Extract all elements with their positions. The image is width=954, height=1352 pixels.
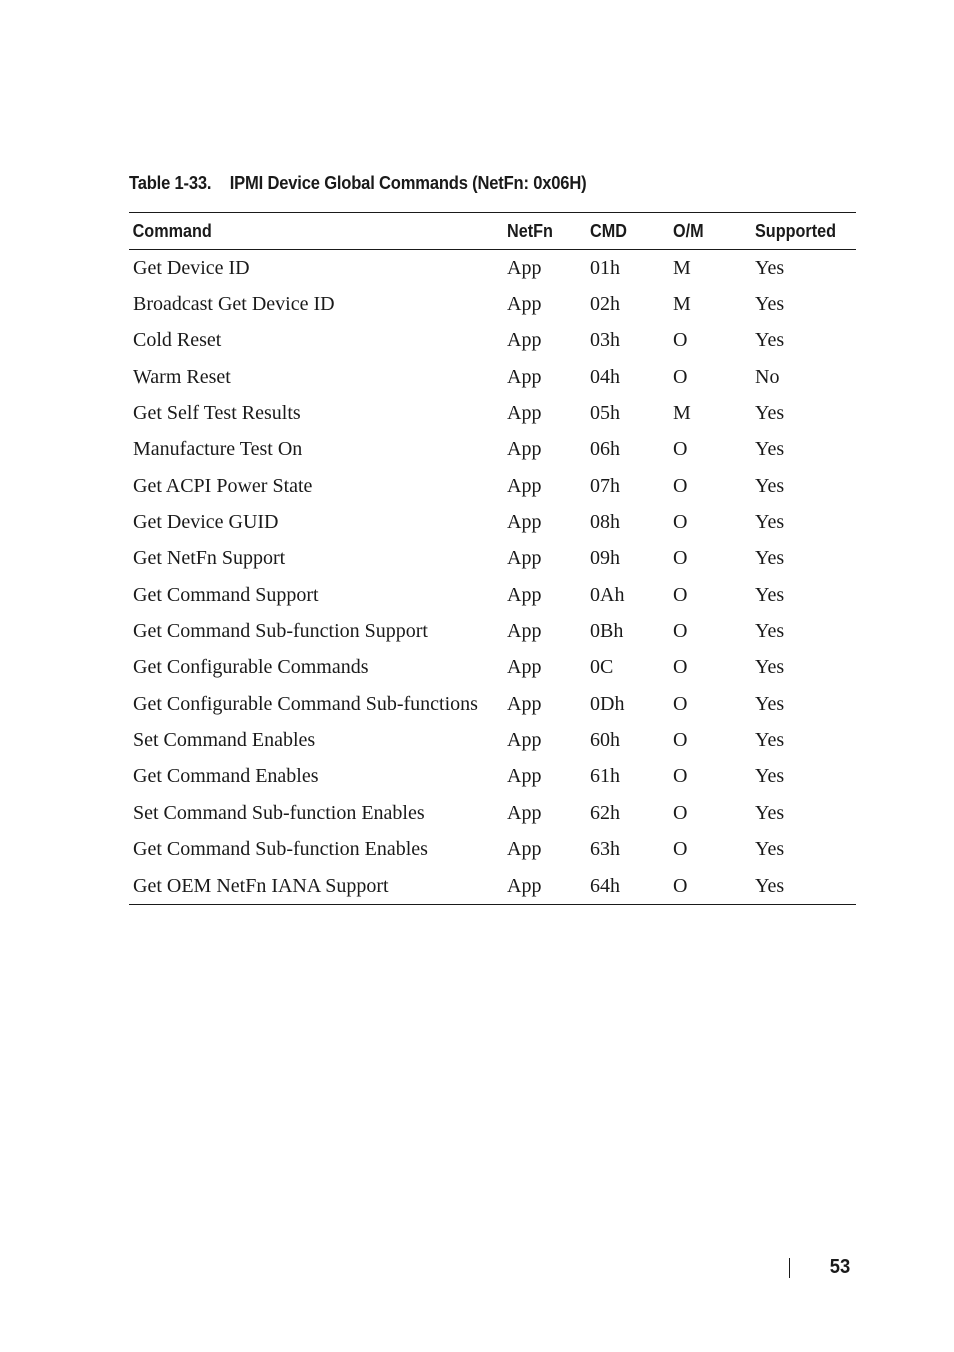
cell-cmd: 05h [590,402,620,425]
cell-cmd: 02h [590,293,620,316]
cell-om: O [673,365,688,388]
cell-supported: Yes [755,256,785,279]
cell-supported: Yes [755,656,785,679]
table-row [129,468,856,504]
cell-netfn: App [507,838,542,861]
page-number: 53 [829,1256,850,1278]
cell-netfn: App [507,474,542,497]
header-om: O/M [673,220,704,241]
cell-cmd: 0C [590,656,614,679]
cell-supported: Yes [755,765,785,788]
cell-command: Get Command Sub-function Enables [133,838,428,861]
table-row [129,323,856,359]
cell-supported: Yes [755,547,785,570]
cell-netfn: App [507,729,542,752]
cell-om: O [673,838,688,861]
cell-om: O [673,547,688,570]
cell-netfn: App [507,547,542,570]
table-number: Table 1-33. [129,173,212,193]
cell-supported: Yes [755,474,785,497]
cell-cmd: 0Ah [590,583,625,606]
table-row [129,395,856,431]
cell-om: M [673,256,691,279]
cell-command: Get Self Test Results [133,402,301,425]
cell-command: Get Device GUID [133,511,279,534]
cell-supported: Yes [755,293,785,316]
table-row [129,722,856,758]
cell-om: O [673,765,688,788]
cell-command: Get ACPI Power State [133,474,313,497]
cell-cmd: 64h [590,874,620,897]
cell-command: Get Device ID [133,256,250,279]
table-row [129,504,856,540]
cell-supported: Yes [755,583,785,606]
table-row [129,650,856,686]
cell-netfn: App [507,620,542,643]
table-caption [129,173,586,194]
cell-netfn: App [507,438,542,461]
cell-command: Get Command Sub-function Support [133,620,428,643]
cell-cmd: 03h [590,329,620,352]
cell-supported: Yes [755,438,785,461]
page-footer [789,1256,850,1279]
cell-cmd: 08h [590,511,620,534]
cell-cmd: 63h [590,838,620,861]
cell-om: O [673,656,688,679]
cell-om: M [673,293,691,316]
cell-cmd: 62h [590,801,620,824]
footer-divider [789,1258,790,1278]
cell-command: Broadcast Get Device ID [133,293,335,316]
cell-cmd: 04h [590,365,620,388]
header-supported: Supported [755,220,836,241]
cell-netfn: App [507,874,542,897]
cell-supported: Yes [755,402,785,425]
cell-supported: Yes [755,620,785,643]
cell-netfn: App [507,692,542,715]
cell-netfn: App [507,511,542,534]
cell-command: Warm Reset [133,365,231,388]
cell-netfn: App [507,583,542,606]
cell-cmd: 01h [590,256,620,279]
cell-netfn: App [507,365,542,388]
cell-netfn: App [507,765,542,788]
table-row [129,868,856,904]
cell-om: O [673,620,688,643]
table-row [129,541,856,577]
cell-supported: No [755,365,780,388]
cell-cmd: 06h [590,438,620,461]
cell-cmd: 0Dh [590,692,625,715]
table-header-row [129,213,856,250]
cell-supported: Yes [755,838,785,861]
table-row [129,759,856,795]
ipmi-commands-table [129,212,856,905]
cell-command: Get Configurable Command Sub-functions [133,692,478,715]
cell-netfn: App [507,656,542,679]
table-row [129,359,856,395]
cell-command: Get Configurable Commands [133,656,369,679]
cell-command: Get Command Enables [133,765,319,788]
table-row [129,686,856,722]
header-netfn: NetFn [507,220,553,241]
cell-command: Get Command Support [133,583,319,606]
cell-command: Cold Reset [133,329,222,352]
cell-om: O [673,729,688,752]
cell-netfn: App [507,801,542,824]
cell-cmd: 0Bh [590,620,624,643]
header-command: Command [132,220,212,241]
table-row [129,832,856,868]
cell-cmd: 09h [590,547,620,570]
cell-command: Set Command Enables [133,729,316,752]
cell-netfn: App [507,329,542,352]
cell-om: O [673,801,688,824]
table-row [129,250,856,286]
cell-netfn: App [507,402,542,425]
cell-supported: Yes [755,729,785,752]
cell-netfn: App [507,256,542,279]
cell-om: O [673,874,688,897]
cell-om: O [673,438,688,461]
cell-supported: Yes [755,329,785,352]
table-title: IPMI Device Global Commands (NetFn: 0x06H) [229,173,587,193]
table-row [129,286,856,322]
cell-netfn: App [507,293,542,316]
cell-cmd: 07h [590,474,620,497]
header-cmd: CMD [590,220,627,241]
cell-supported: Yes [755,801,785,824]
cell-cmd: 61h [590,765,620,788]
cell-om: O [673,474,688,497]
table-body [129,250,856,904]
cell-command: Get NetFn Support [133,547,286,570]
cell-om: O [673,511,688,534]
cell-command: Get OEM NetFn IANA Support [133,874,389,897]
cell-command: Manufacture Test On [133,438,303,461]
cell-command: Set Command Sub-function Enables [133,801,425,824]
cell-om: O [673,692,688,715]
cell-om: O [673,583,688,606]
cell-om: O [673,329,688,352]
table-row [129,613,856,649]
cell-supported: Yes [755,874,785,897]
table-row [129,577,856,613]
cell-supported: Yes [755,511,785,534]
cell-supported: Yes [755,692,785,715]
table-row [129,795,856,831]
cell-cmd: 60h [590,729,620,752]
table-row [129,432,856,468]
cell-om: M [673,402,691,425]
